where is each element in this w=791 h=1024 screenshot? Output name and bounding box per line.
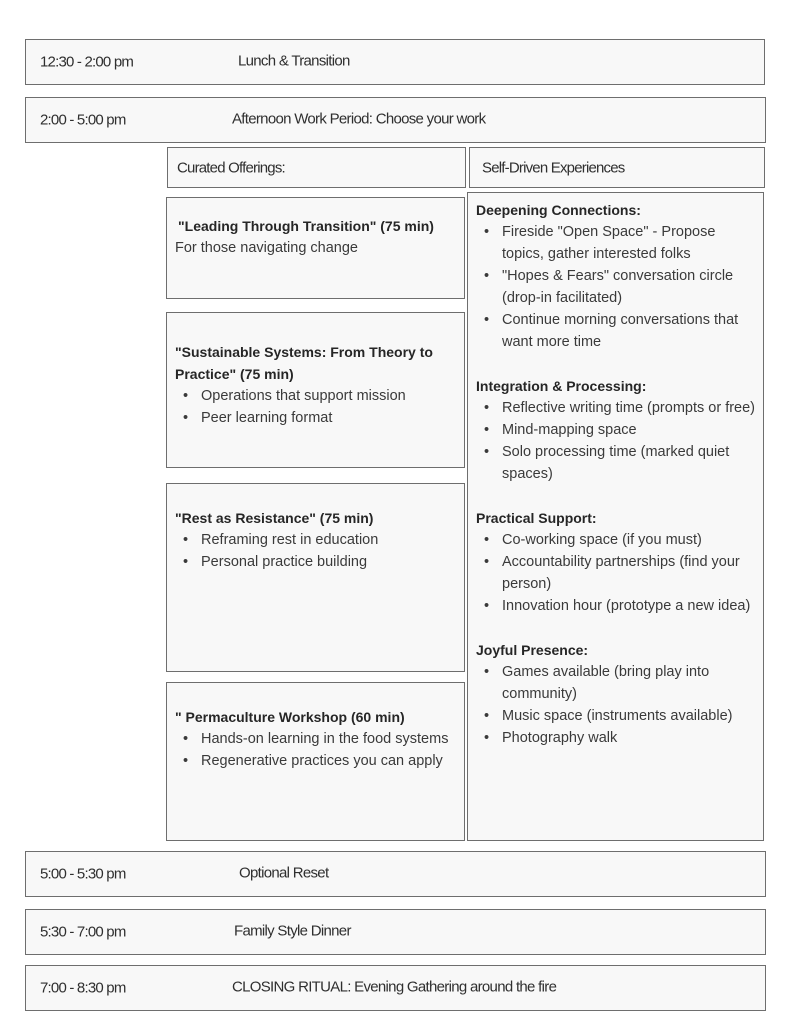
bullet-item: • Mind-mapping space — [502, 419, 755, 441]
schedule-row-afternoon — [25, 97, 766, 143]
section-heading: Joyful Presence: — [476, 642, 589, 658]
bullet-item: • Music space (instruments available) — [502, 705, 755, 727]
session-bullets — [175, 529, 456, 573]
time-slot: 12:30 - 2:00 pm — [40, 53, 134, 71]
bullet-icon: • — [484, 554, 490, 570]
curated-offerings-header — [167, 147, 466, 188]
column-header-label: Curated Offerings: — [177, 159, 285, 176]
session-bullets — [175, 385, 456, 429]
bullet-item: • Games available (bring play into community) — [502, 661, 755, 705]
section-integration-processing — [476, 375, 755, 485]
bullet-item: • Regenerative practices you can apply — [201, 750, 456, 772]
bullet-icon: • — [484, 708, 490, 724]
section-bullets — [476, 529, 755, 617]
bullet-icon: • — [484, 422, 490, 438]
time-slot: 7:00 - 8:30 pm — [40, 979, 126, 997]
bullet-icon: • — [183, 532, 189, 548]
curated-card-sustainable-systems — [166, 312, 465, 468]
bullet-icon: • — [183, 410, 189, 426]
bullet-icon: • — [484, 664, 490, 680]
time-slot: 5:30 - 7:00 pm — [40, 923, 126, 941]
self-driven-header — [469, 147, 765, 188]
curated-card-permaculture-workshop — [166, 682, 465, 841]
column-header-label: Self-Driven Experiences — [482, 159, 625, 176]
self-driven-experiences-panel — [467, 192, 764, 841]
activity-title: Lunch & Transition — [238, 52, 350, 70]
session-title: "Rest as Resistance" (75 min) — [175, 510, 374, 526]
time-slot: 5:00 - 5:30 pm — [40, 865, 126, 883]
bullet-icon: • — [484, 268, 490, 284]
bullet-item: • "Hopes & Fears" conversation circle (drop-in facilitated) — [502, 265, 755, 309]
bullet-item: • Hands-on learning in the food systems — [201, 728, 456, 750]
bullet-icon: • — [183, 753, 189, 769]
section-joyful-presence — [476, 639, 755, 749]
session-description: For those navigating change — [175, 240, 358, 256]
bullet-item: • Solo processing time (marked quiet spaces) — [502, 441, 755, 485]
activity-title: CLOSING RITUAL: Evening Gathering around the fire — [232, 978, 557, 996]
bullet-item: • Continue morning conversations that want more time — [502, 309, 755, 353]
activity-title: Family Style Dinner — [234, 922, 351, 940]
bullet-icon: • — [183, 388, 189, 404]
section-heading: Deepening Connections: — [476, 202, 641, 218]
bullet-icon: • — [484, 444, 490, 460]
bullet-item: • Peer learning format — [201, 407, 456, 429]
bullet-item: • Reframing rest in education — [201, 529, 456, 551]
bullet-item: • Fireside "Open Space" - Propose topics, gather interested folks — [502, 221, 755, 265]
section-deepening-connections — [476, 199, 755, 353]
section-heading: Integration & Processing: — [476, 378, 647, 394]
bullet-item: • Co-working space (if you must) — [502, 529, 755, 551]
session-title: "Leading Through Transition" (75 min) — [178, 218, 434, 234]
time-slot: 2:00 - 5:00 pm — [40, 111, 126, 129]
bullet-icon: • — [484, 312, 490, 328]
session-bullets — [175, 728, 456, 772]
session-title: " Permaculture Workshop (60 min) — [175, 709, 405, 725]
bullet-icon: • — [484, 598, 490, 614]
bullet-item: • Photography walk — [502, 727, 755, 749]
schedule-row-optional-reset — [25, 851, 766, 897]
section-bullets — [476, 661, 755, 749]
schedule-row-family-dinner — [25, 909, 766, 955]
bullet-icon: • — [484, 224, 490, 240]
session-title: "Sustainable Systems: From Theory to Practice" (75 min) — [175, 344, 433, 382]
section-bullets — [476, 397, 755, 485]
section-heading: Practical Support: — [476, 510, 597, 526]
bullet-item: • Innovation hour (prototype a new idea) — [502, 595, 755, 617]
bullet-item: • Reflective writing time (prompts or free) — [502, 397, 755, 419]
bullet-item: • Operations that support mission — [201, 385, 456, 407]
bullet-item: • Accountability partnerships (find your person) — [502, 551, 755, 595]
curated-card-rest-as-resistance — [166, 483, 465, 672]
bullet-icon: • — [183, 554, 189, 570]
bullet-icon: • — [484, 400, 490, 416]
activity-title: Afternoon Work Period: Choose your work — [232, 110, 486, 128]
bullet-icon: • — [484, 730, 490, 746]
schedule-row-lunch — [25, 39, 765, 85]
curated-card-leading-through-transition — [166, 197, 465, 299]
bullet-icon: • — [183, 731, 189, 747]
activity-title: Optional Reset — [239, 864, 329, 882]
bullet-icon: • — [484, 532, 490, 548]
section-practical-support — [476, 507, 755, 617]
bullet-item: • Personal practice building — [201, 551, 456, 573]
section-bullets — [476, 221, 755, 353]
schedule-row-closing-ritual — [25, 965, 766, 1011]
